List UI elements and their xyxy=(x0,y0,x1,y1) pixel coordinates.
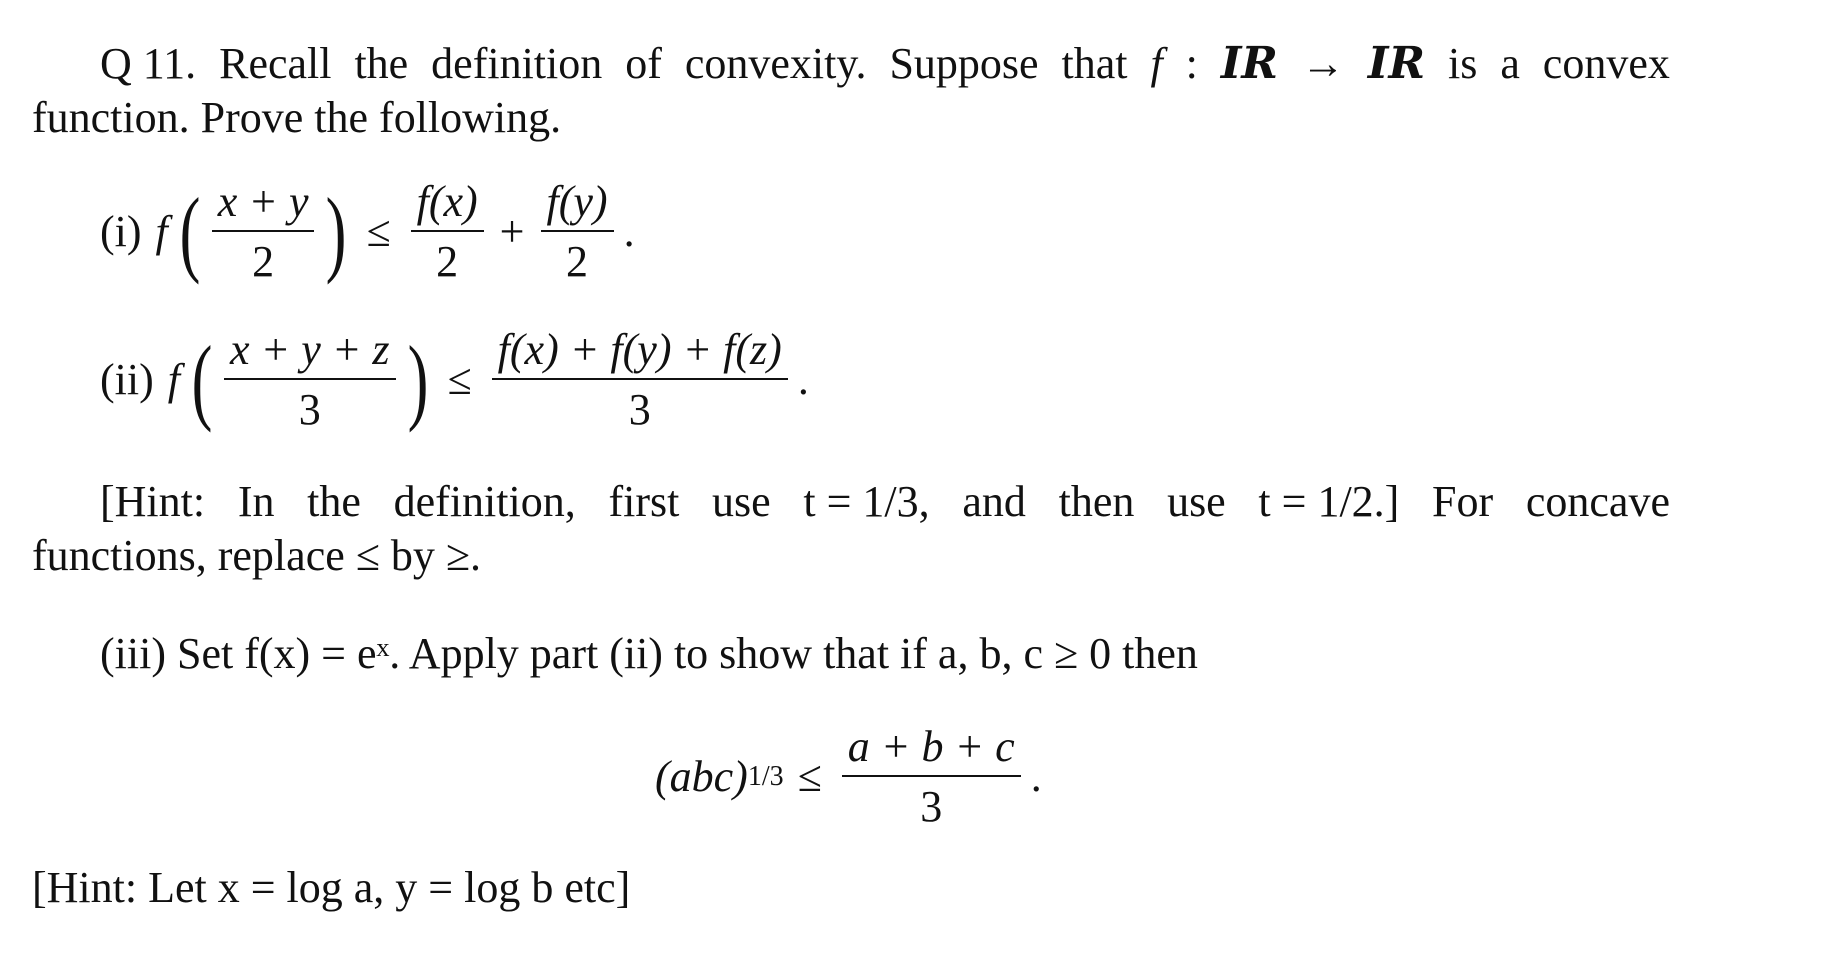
leq-symbol: ≤ xyxy=(447,355,472,404)
fraction-denominator: 3 xyxy=(298,385,321,434)
part-ii-f: f xyxy=(167,355,180,404)
abc-expression: (abc) xyxy=(655,752,748,801)
fraction-denominator: 2 xyxy=(566,237,589,286)
word: that xyxy=(1061,39,1128,88)
period: . xyxy=(1030,752,1042,801)
word: of xyxy=(625,39,662,88)
word: a xyxy=(1500,39,1520,88)
part-iii-rhs-fraction xyxy=(842,722,1021,831)
word: Recall xyxy=(219,39,332,88)
word: [Hint: xyxy=(100,477,206,526)
codomain-symbol: IR xyxy=(1367,38,1426,89)
colon: : xyxy=(1185,39,1198,88)
domain-symbol: IR xyxy=(1220,38,1278,89)
word: convex xyxy=(1542,39,1670,88)
word: concave xyxy=(1525,477,1670,526)
part-i-rhs1-fraction xyxy=(411,177,484,286)
hint-2: [Hint: Let x = log a, y = log b etc] xyxy=(32,863,631,912)
left-paren: ( xyxy=(191,326,213,433)
fraction-denominator: 2 xyxy=(252,237,275,286)
part-i-equation xyxy=(100,177,635,286)
part-ii-rhs-fraction xyxy=(492,325,788,434)
left-paren: ( xyxy=(179,178,201,285)
part-iii-text: (iii) Set f(x) = eˣ. Apply part (ii) to show that if a, b, c ≥ 0 then xyxy=(100,629,1198,678)
leq-symbol: ≤ xyxy=(366,207,391,256)
word: definition xyxy=(431,39,603,88)
word: then xyxy=(1058,477,1135,526)
arrow-symbol: → xyxy=(1300,39,1345,88)
fraction-denominator: 3 xyxy=(920,782,943,831)
word: In xyxy=(237,477,275,526)
word: use xyxy=(1167,477,1226,526)
question-line-2: function. Prove the following. xyxy=(32,93,562,142)
hint-1-line-2: functions, replace ≤ by ≥. xyxy=(32,531,482,580)
word: definition, xyxy=(393,477,576,526)
fraction-numerator: x + y + z xyxy=(224,328,396,380)
fraction-denominator: 3 xyxy=(628,385,651,434)
part-i-label: (i) xyxy=(100,207,142,256)
part-i-lhs-fraction xyxy=(212,177,315,286)
question-label: Q 11. xyxy=(100,39,197,88)
hint-1-line-1 xyxy=(100,477,1670,526)
fraction-numerator: f(y) xyxy=(541,180,614,232)
fraction-numerator: a + b + c xyxy=(842,725,1021,777)
math-expression: t = 1/2.] xyxy=(1258,477,1400,526)
part-i-rhs2-fraction xyxy=(541,177,614,286)
word: Suppose xyxy=(889,39,1039,88)
fraction-denominator: 2 xyxy=(436,237,459,286)
part-ii-label: (ii) xyxy=(100,355,154,404)
part-ii-equation xyxy=(100,325,809,434)
exponent: 1/3 xyxy=(747,761,784,792)
word: use xyxy=(712,477,771,526)
right-paren: ) xyxy=(326,178,347,285)
right-paren: ) xyxy=(407,326,428,433)
part-i-f: f xyxy=(155,207,168,256)
word: For xyxy=(1432,477,1494,526)
question-line-1 xyxy=(100,38,1670,89)
word: the xyxy=(354,39,409,88)
part-ii-lhs-fraction xyxy=(224,325,396,434)
part-iii-equation xyxy=(655,722,1042,831)
word: the xyxy=(307,477,361,526)
fraction-numerator: f(x) xyxy=(411,180,484,232)
word: and xyxy=(962,477,1026,526)
word: is xyxy=(1448,39,1478,88)
word: convexity. xyxy=(684,39,867,88)
fraction-numerator: x + y xyxy=(212,180,315,232)
function-symbol: f xyxy=(1150,39,1163,88)
word: first xyxy=(608,477,680,526)
fraction-numerator: f(x) + f(y) + f(z) xyxy=(492,328,788,380)
period: . xyxy=(797,355,809,404)
period: . xyxy=(623,207,635,256)
leq-symbol: ≤ xyxy=(797,752,822,801)
math-expression: t = 1/3, xyxy=(803,477,930,526)
plus-symbol: + xyxy=(499,207,525,256)
